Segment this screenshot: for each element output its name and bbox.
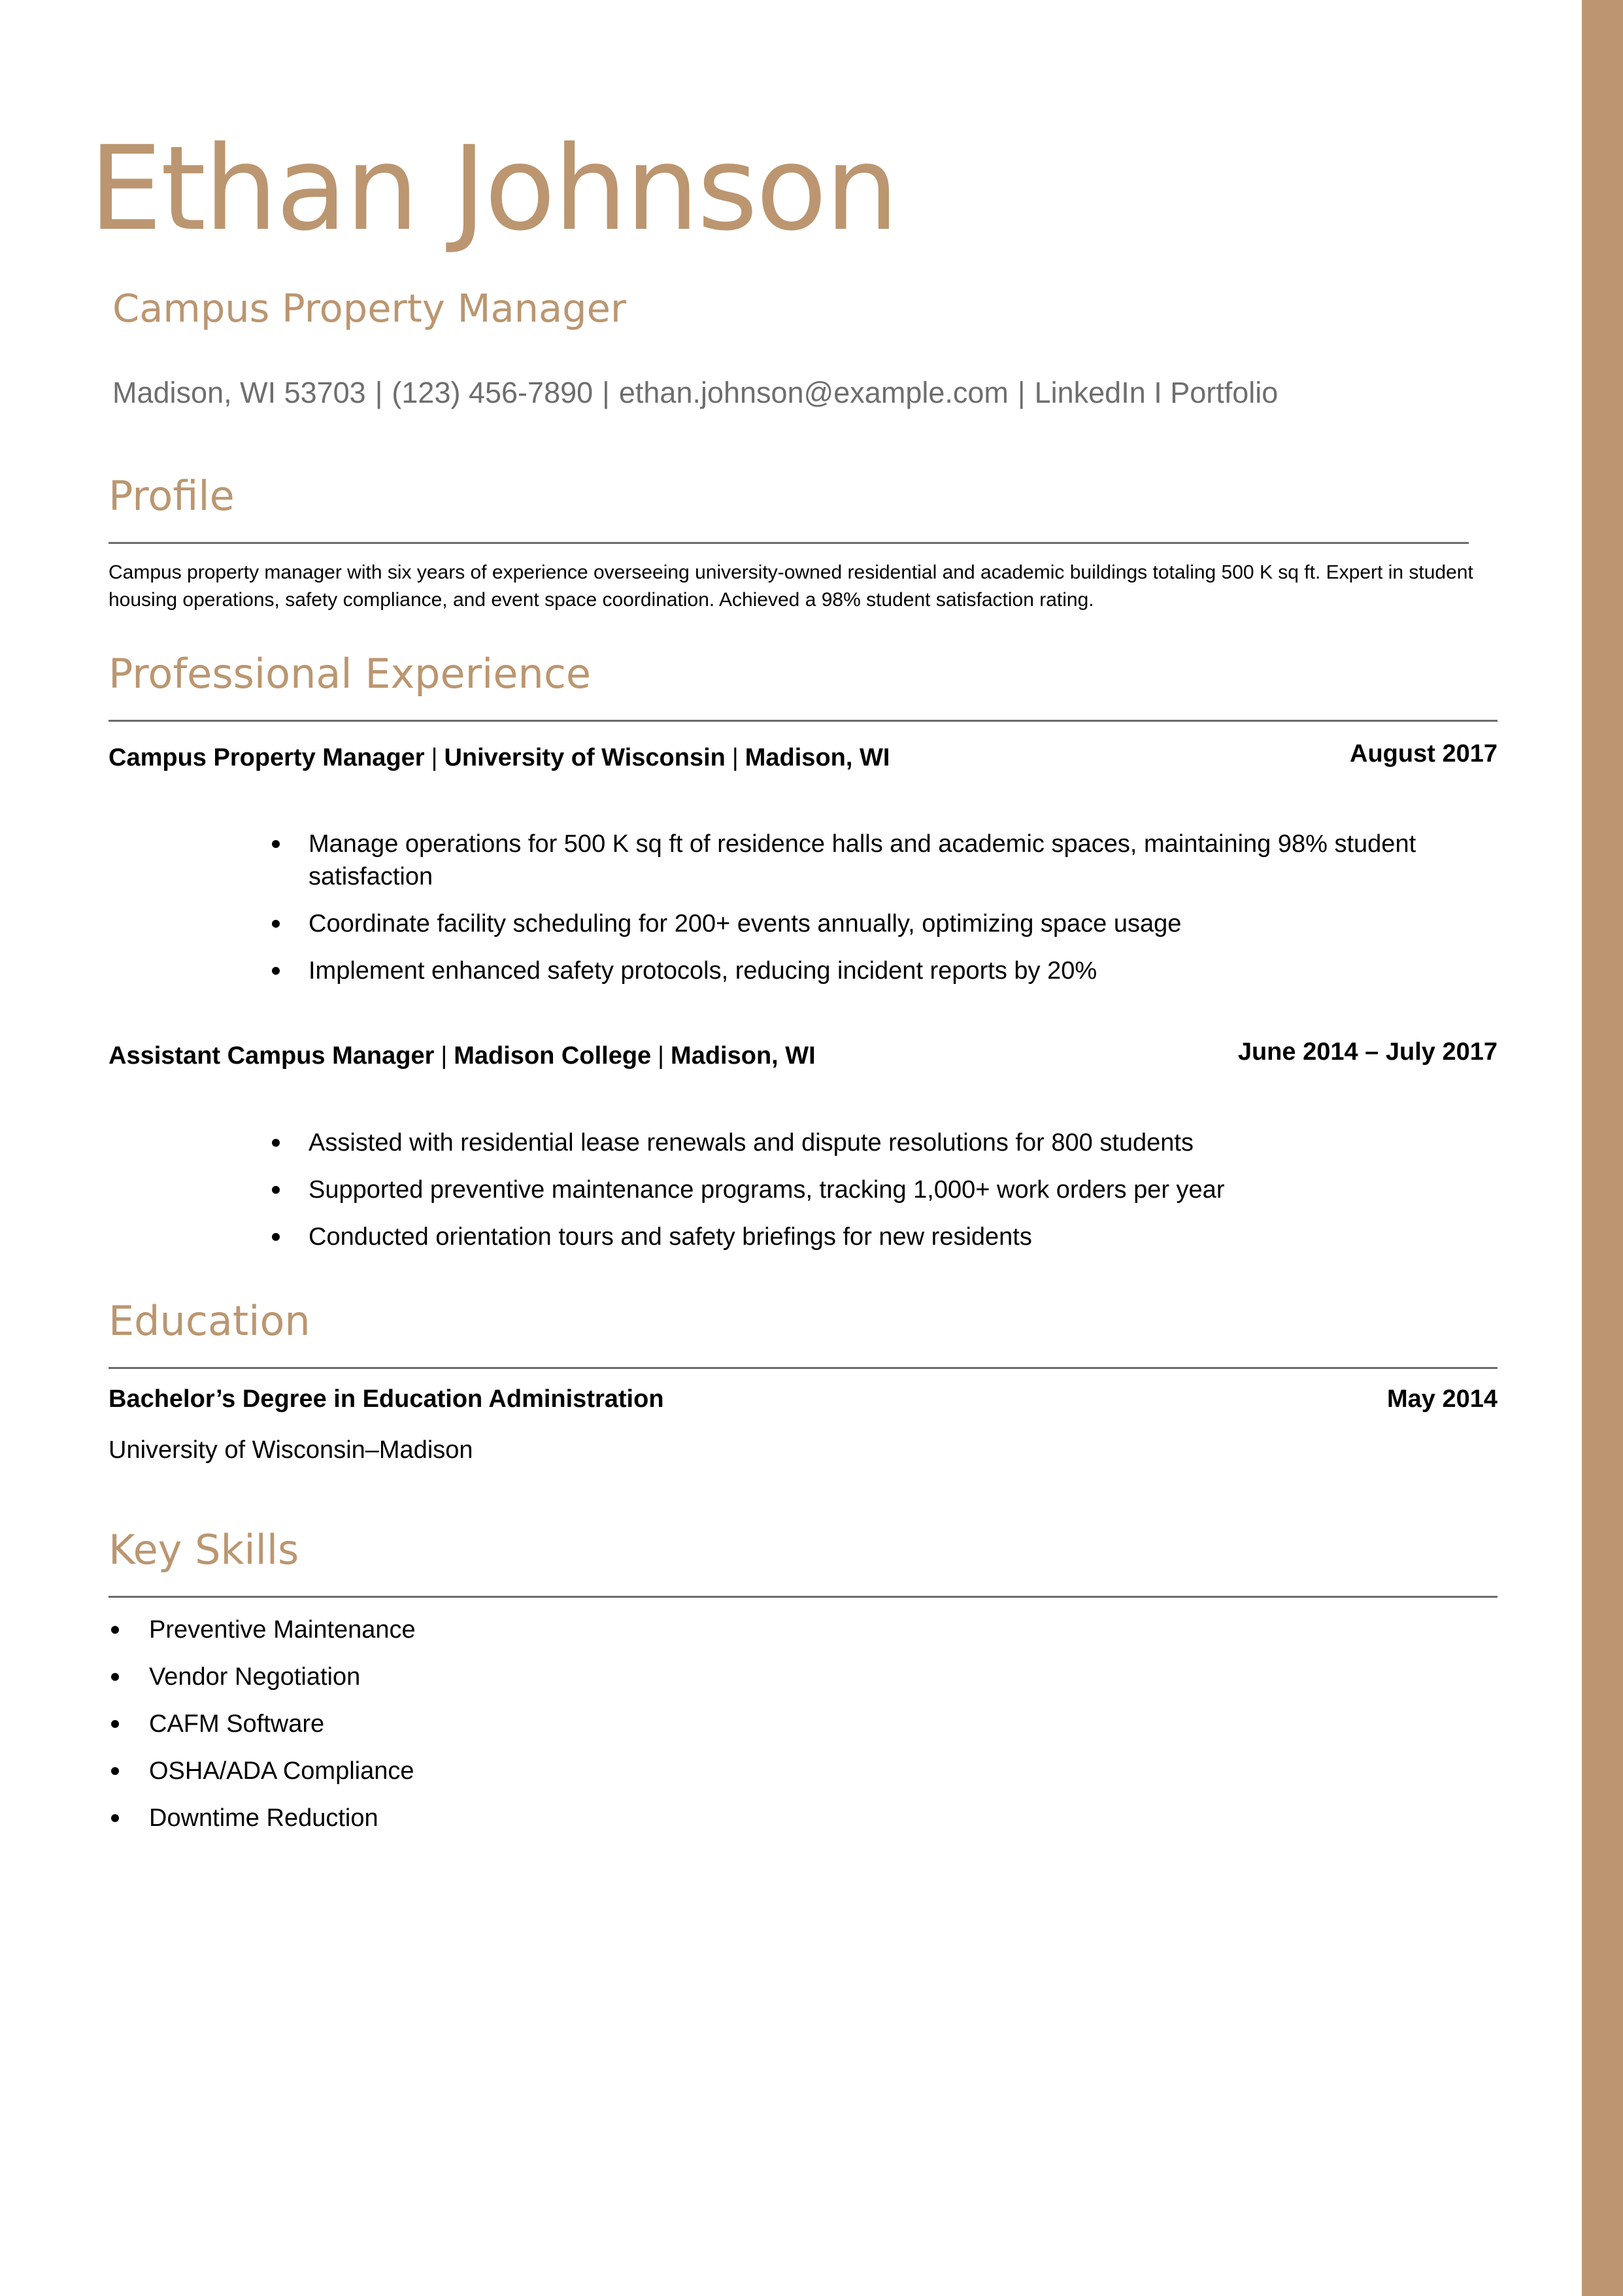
bullet-text: Assisted with residential lease renewals and dispute resolutions for 800 students — [309, 1129, 1194, 1156]
separator: | — [658, 1042, 665, 1070]
skill-text: CAFM Software — [149, 1710, 325, 1738]
job-location: Madison, WI — [745, 744, 890, 771]
job-organization: Madison College — [454, 1042, 652, 1070]
skill-text: OSHA/ADA Compliance — [149, 1757, 414, 1785]
list-item — [309, 1126, 1485, 1159]
bullet-icon — [111, 1673, 119, 1681]
section-divider — [109, 1367, 1498, 1369]
bullet-text: Implement enhanced safety protocols, reducing incident reports by 20% — [309, 957, 1097, 985]
bullet-icon — [272, 1233, 280, 1241]
contact-links[interactable]: LinkedIn I Portfolio — [1034, 376, 1279, 409]
bullet-icon — [272, 967, 280, 975]
bullet-icon — [111, 1720, 119, 1728]
contact-line — [112, 378, 1278, 407]
job-role: Assistant Campus Manager — [109, 1042, 435, 1070]
skill-text: Downtime Reduction — [149, 1804, 378, 1832]
section-divider — [109, 720, 1498, 722]
bullet-text: Supported preventive maintenance programs, tracking 1,000+ work orders per year — [309, 1176, 1225, 1204]
section-divider — [109, 542, 1469, 544]
bullet-icon — [272, 840, 280, 848]
job-organization: University of Wisconsin — [444, 744, 726, 771]
bullet-text: Manage operations for 500 K sq ft of residence halls and academic spaces, maintaining 98% student satisfaction — [309, 830, 1416, 890]
separator: | — [602, 376, 610, 409]
list-item — [149, 1613, 933, 1646]
job-date: August 2017 — [1350, 740, 1498, 768]
education-date: May 2014 — [1386, 1385, 1498, 1413]
skill-text: Vendor Negotiation — [149, 1663, 361, 1691]
candidate-name: Ethan Johnson — [89, 121, 897, 256]
job-header — [109, 1043, 816, 1068]
skills-list — [149, 1613, 933, 1849]
contact-email[interactable]: ethan.johnson@example.com — [618, 376, 1009, 409]
bullet-icon — [272, 920, 280, 928]
separator: | — [731, 744, 739, 771]
job-bullet-list — [309, 828, 1485, 1002]
profile-summary: Campus property manager with six years of experience overseeing university-owned residential and academic buildings totaling 500 K sq ft. Expert in student housing operations, safety compliance, and event space coordination. Achieved a 98% student satisfaction rating. — [109, 562, 1473, 611]
job-date: June 2014 – July 2017 — [1237, 1038, 1498, 1066]
section-title-skills: Key Skills — [109, 1526, 299, 1574]
list-item — [309, 907, 1485, 940]
job-header — [109, 745, 890, 770]
separator: | — [375, 376, 383, 409]
bullet-text: Coordinate facility scheduling for 200+ events annually, optimizing space usage — [309, 910, 1182, 937]
list-item — [309, 1173, 1485, 1206]
list-item — [149, 1755, 933, 1787]
list-item — [149, 1661, 933, 1693]
bullet-text: Conducted orientation tours and safety briefings for new residents — [309, 1223, 1032, 1251]
job-role: Campus Property Manager — [109, 744, 425, 771]
contact-location: Madison, WI 53703 — [112, 376, 366, 409]
skill-text: Preventive Maintenance — [149, 1616, 416, 1644]
list-item — [309, 954, 1485, 987]
section-divider — [109, 1596, 1498, 1598]
bullet-icon — [272, 1186, 280, 1194]
side-accent-bar — [1582, 0, 1623, 2296]
section-title-experience: Professional Experience — [109, 650, 592, 698]
bullet-icon — [111, 1814, 119, 1822]
bullet-icon — [111, 1767, 119, 1775]
job-location: Madison, WI — [671, 1042, 816, 1070]
candidate-title: Campus Property Manager — [112, 286, 627, 331]
list-item — [149, 1802, 933, 1834]
separator: | — [431, 744, 438, 771]
separator: | — [441, 1042, 448, 1070]
job-bullet-list — [309, 1126, 1485, 1268]
bullet-icon — [111, 1626, 119, 1634]
section-title-profile: Profile — [109, 472, 235, 520]
list-item — [149, 1708, 933, 1740]
bullet-icon — [272, 1139, 280, 1147]
education-degree: Bachelor’s Degree in Education Administration — [109, 1385, 664, 1413]
list-item — [309, 828, 1485, 893]
list-item — [309, 1221, 1485, 1253]
separator: | — [1017, 376, 1026, 409]
section-title-education: Education — [109, 1297, 310, 1345]
contact-phone[interactable]: (123) 456-7890 — [392, 376, 594, 409]
education-school: University of Wisconsin–Madison — [109, 1436, 473, 1464]
